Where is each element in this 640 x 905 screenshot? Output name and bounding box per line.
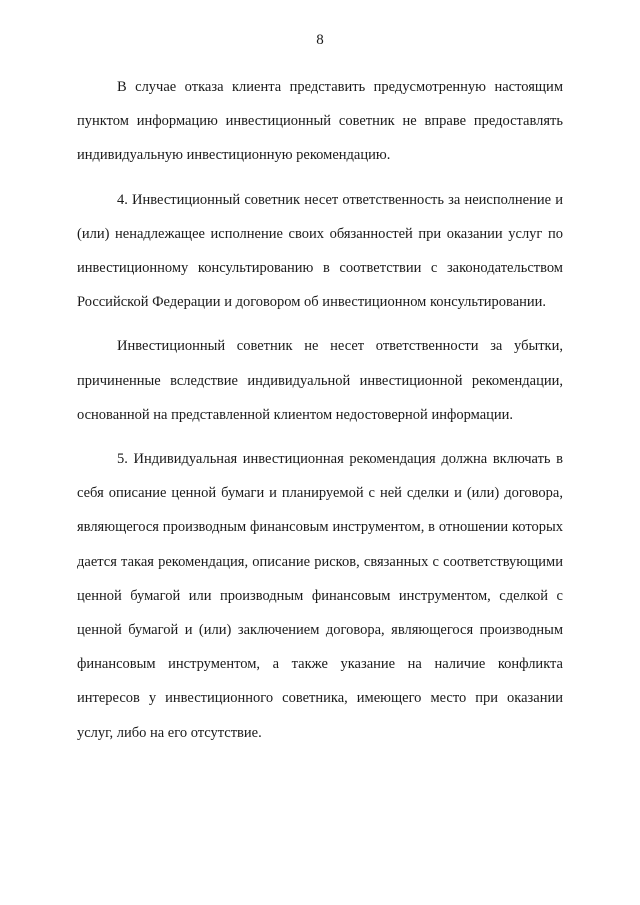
page-number: 8 bbox=[316, 32, 324, 48]
paragraph-refusal-info: В случае отказа клиента представить предусмотренную настоящим пунктом информацию инвестиционный советник не вправе предоставлять индивидуальную инвестиционную рекомендацию. bbox=[77, 79, 563, 164]
paragraph-no-liability-losses: Инвестиционный советник не несет ответственности за убытки, причиненные вследствие индивидуальной инвестиционной рекомендации, основанной на представленной клиентом недостоверной информации. bbox=[77, 338, 563, 423]
paragraph-4-liability: 4. Инвестиционный советник несет ответственность за неисполнение и (или) ненадлежащее исполнение своих обязанностей при оказании услуг по инвестиционному консультированию в соответствии с законодательством Российской Федерации и договором об инвестиционном консультировании. bbox=[77, 191, 563, 311]
document-body bbox=[77, 70, 563, 760]
paragraph-5-recommendation-content: 5. Индивидуальная инвестиционная рекомендация должна включать в себя описание ценной бумаги и планируемой с ней сделки и (или) договора, являющегося производным финансовым инструментом, в отношении которых дается такая рекомендация, описание рисков, связанных с соответствующими ценной бумагой или производным финансовым инструментом, сделкой с ценной бумагой и (или) заключением договора, являющегося производным финансовым инструментом, а также указание на наличие конфликта интересов у инвестиционного советника, имеющего место при оказании услуг, либо на его отсутствие. bbox=[77, 451, 563, 741]
